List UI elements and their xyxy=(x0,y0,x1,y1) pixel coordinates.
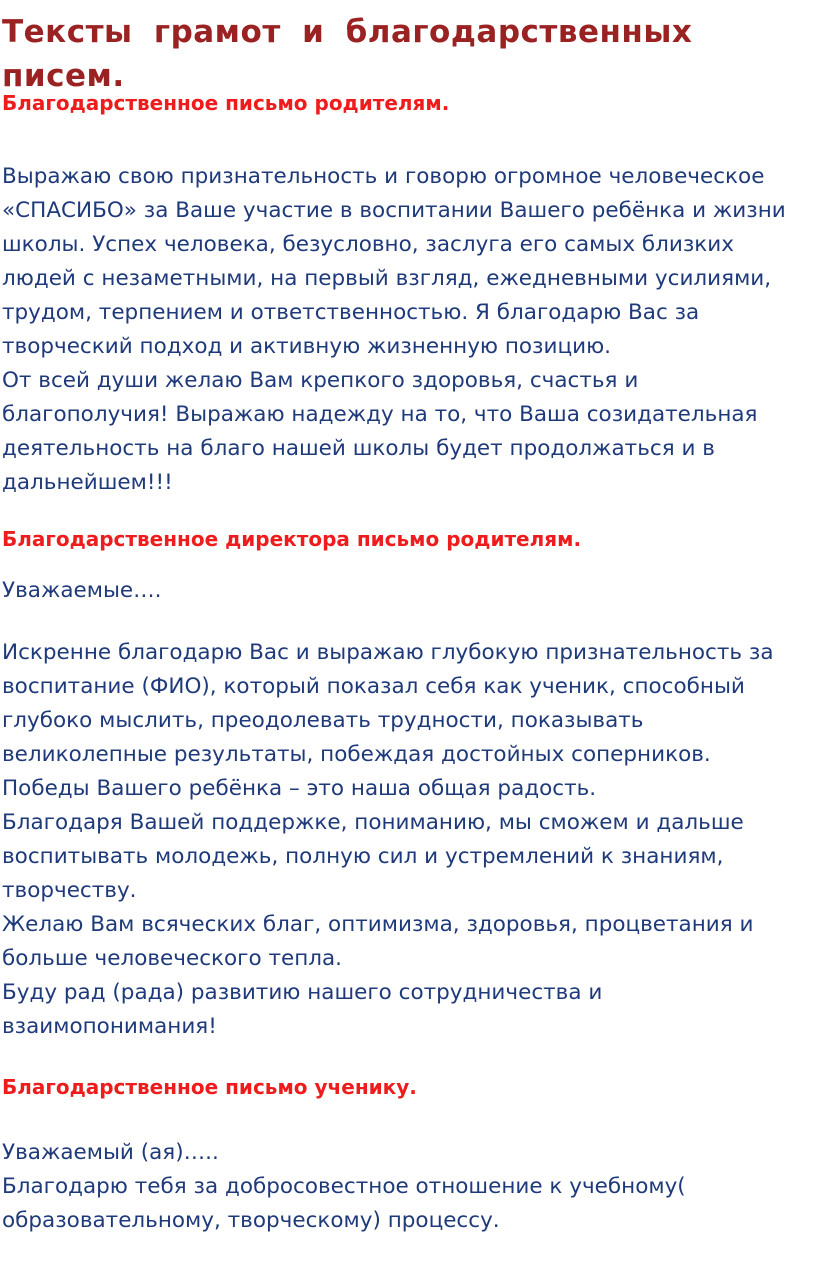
paragraph-line: воспитание (ФИО), который показал себя как ученик, способный xyxy=(2,674,745,699)
paragraph-line: образовательному, творческому) процессу. xyxy=(2,1208,500,1233)
paragraph-line: взаимопонимания! xyxy=(2,1014,217,1039)
section-letter-to-student xyxy=(2,1072,812,1238)
paragraph-line: Желаю Вам всяческих благ, оптимизма, здоровья, процветания и xyxy=(2,912,754,937)
paragraph-line: Буду рад (рада) развитию нашего сотрудничества и xyxy=(2,980,603,1005)
paragraph-line: больше человеческого тепла. xyxy=(2,946,343,971)
paragraph-line: деятельность на благо нашей школы будет продолжаться и в xyxy=(2,436,715,461)
paragraph-line: Благодарю тебя за добросовестное отношение к учебному( xyxy=(2,1174,686,1199)
page-title: Тексты грамот и благодарственных писем. xyxy=(2,14,693,94)
paragraph-line: школы. Успех человека, безусловно, заслуга его самых близких xyxy=(2,232,734,257)
section-director-letter-to-parents xyxy=(2,524,812,1044)
paragraph-line: Искренне благодарю Вас и выражаю глубокую признательность за xyxy=(2,640,774,665)
section-heading: Благодарственное письмо ученику. xyxy=(2,1075,417,1099)
spacer xyxy=(2,608,812,636)
paragraph-line: людей с незаметными, на первый взгляд, ежедневными усилиями, xyxy=(2,266,772,291)
section-heading: Благодарственное письмо родителям. xyxy=(2,91,450,115)
spacer xyxy=(2,1102,812,1136)
paragraph-line: «СПАСИБО» за Ваше участие в воспитании Вашего ребёнка и жизни xyxy=(2,198,786,223)
paragraph-line: От всей души желаю Вам крепкого здоровья, счастья и xyxy=(2,368,639,393)
section-letter-to-parents xyxy=(2,88,812,500)
paragraph-line: великолепные результаты, побеждая достойных соперников. xyxy=(2,742,711,767)
spacer xyxy=(2,118,812,160)
paragraph-line: творчеству. xyxy=(2,878,137,903)
paragraph-line: дальнейшем!!! xyxy=(2,470,173,495)
paragraph-line: трудом, терпением и ответственностью. Я благодарю Вас за xyxy=(2,300,700,325)
paragraph-line: Победы Вашего ребёнка – это наша общая радость. xyxy=(2,776,597,801)
salutation: Уважаемые…. xyxy=(2,578,162,603)
paragraph-line: воспитывать молодежь, полную сил и устремлений к знаниям, xyxy=(2,844,724,869)
paragraph-line: Благодаря Вашей поддержке, пониманию, мы сможем и дальше xyxy=(2,810,744,835)
spacer xyxy=(2,554,812,574)
salutation: Уважаемый (ая)….. xyxy=(2,1140,219,1165)
section-heading: Благодарственное директора письмо родителям. xyxy=(2,527,582,551)
paragraph-line: благополучия! Выражаю надежду на то, что Ваша созидательная xyxy=(2,402,758,427)
paragraph-line: глубоко мыслить, преодолевать трудности, показывать xyxy=(2,708,644,733)
paragraph-line: творческий подход и активную жизненную позицию. xyxy=(2,334,612,359)
paragraph-line: Выражаю свою признательность и говорю огромное человеческое xyxy=(2,164,765,189)
